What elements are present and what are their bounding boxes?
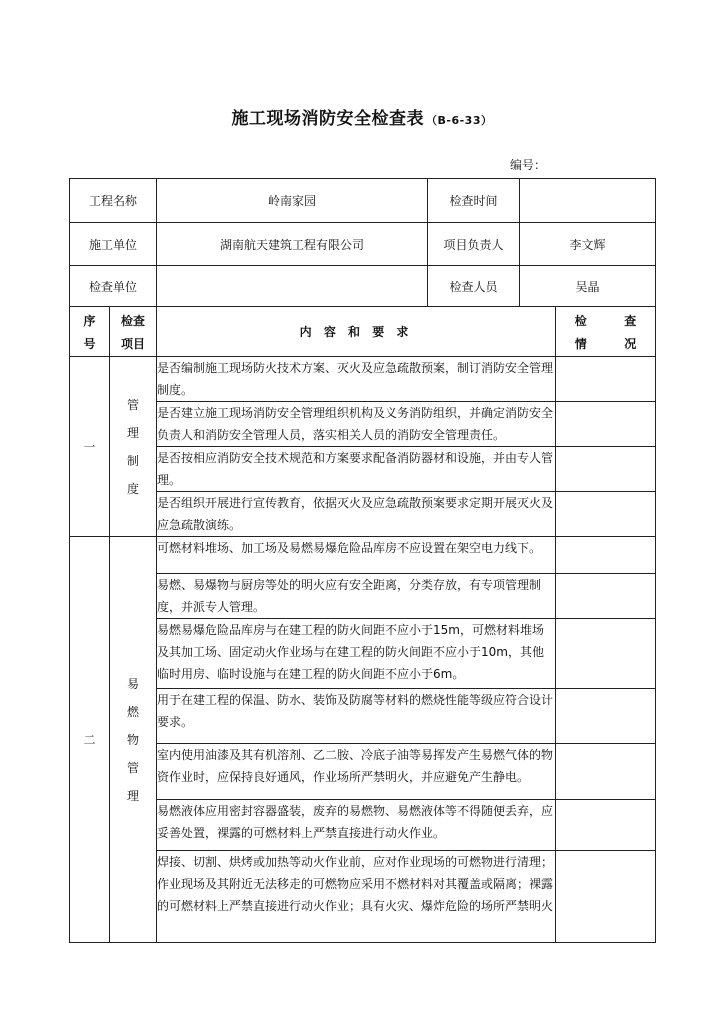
result-cell[interactable] [556, 357, 656, 402]
header-seq [70, 307, 110, 357]
table-row [70, 492, 656, 537]
section-2-category-char: 管 [127, 760, 140, 775]
section-1-category-char: 度 [127, 481, 140, 496]
inspection-form-table [69, 178, 656, 943]
info-row-project [70, 179, 656, 223]
table-row [70, 851, 656, 943]
table-row [70, 689, 656, 744]
requirement-item: 是否按相应消防安全技术规范和方案要求配备消防器材和设施，并由专人管理。 [157, 447, 556, 492]
construction-unit-label: 施工单位 [70, 223, 157, 266]
requirement-item: 是否建立施工现场消防安全管理组织机构及义务消防组织，并确定消防安全负责人和消防安全管理人员，落实相关人员的消防安全管理责任。 [157, 402, 556, 447]
header-result-a: 检 [574, 313, 587, 328]
requirement-item: 易燃、易爆物与厨房等处的明火应有安全距离，分类存放，有专项管理制度，并派专人管理。 [157, 574, 556, 619]
header-result-b: 查 [624, 313, 637, 328]
info-row-unit [70, 223, 656, 266]
inspection-unit-value [157, 266, 428, 307]
header-seq-bottom: 号 [83, 336, 96, 351]
requirement-item: 易燃液体应用密封容器盛装，废弃的易燃物、易燃液体等不得随便丢弃，应妥善处置，裸露的可燃材料上严禁直接进行动火作业。 [157, 800, 556, 851]
table-row [70, 357, 656, 402]
result-cell[interactable] [556, 619, 656, 689]
result-cell[interactable] [556, 402, 656, 447]
header-seq-top: 序 [83, 313, 96, 328]
requirement-item: 用于在建工程的保温、防水、装饰及防腐等材料的燃烧性能等级应符合设计要求。 [157, 689, 556, 744]
form-code: （B-6-33） [426, 114, 493, 127]
section-2-category-char: 燃 [127, 704, 140, 719]
requirement-item: 焊接、切割、烘烤或加热等动火作业前，应对作业现场的可燃物进行清理；作业现场及其附近无法移走的可燃物应采用不燃材料对其覆盖或隔离；裸露的可燃材料上严禁直接进行动火作业；具有火灾、爆炸危险的场所严禁明火 [157, 851, 556, 943]
form-title [0, 104, 724, 129]
section-1-category-char: 制 [127, 453, 140, 468]
result-cell[interactable] [556, 800, 656, 851]
requirement-item: 易燃易爆危险品库房与在建工程的防火间距不应小于15m，可燃材料堆场及其加工场、固定动火作业场与在建工程的防火间距不应小于10m，其他临时用房、临时设施与在建工程的防火间距不应小于6m。 [157, 619, 556, 689]
requirement-item: 是否编制施工现场防火技术方案、灭火及应急疏散预案，制订消防安全管理制度。 [157, 357, 556, 402]
inspector-label: 检查人员 [428, 266, 520, 307]
header-result-c: 情 [574, 336, 587, 351]
table-row [70, 402, 656, 447]
section-2-category-char: 理 [127, 788, 140, 803]
section-2-category [110, 537, 157, 943]
section-1-category-char: 管 [127, 397, 140, 412]
section-1-seq: 一 [70, 357, 110, 537]
form-title-text: 施工现场消防安全检查表 [231, 109, 424, 129]
section-2-category-char: 易 [127, 676, 140, 691]
header-content: 内 容 和 要 求 [157, 307, 556, 357]
table-row [70, 574, 656, 619]
table-header-row [70, 307, 656, 357]
section-2-seq: 二 [70, 537, 110, 943]
header-result [556, 307, 656, 357]
table-row [70, 619, 656, 689]
check-time-value [520, 179, 656, 223]
table-row [70, 800, 656, 851]
construction-unit-value: 湖南航天建筑工程有限公司 [157, 223, 428, 266]
document-number-label: 编号： [510, 158, 547, 172]
result-cell[interactable] [556, 744, 656, 800]
table-row [70, 744, 656, 800]
section-2-category-char: 物 [127, 732, 140, 747]
result-cell[interactable] [556, 537, 656, 574]
requirement-item: 是否组织开展进行宣传教育，依据灭火及应急疏散预案要求定期开展灭火及应急疏散演练。 [157, 492, 556, 537]
header-item [110, 307, 157, 357]
project-manager-value: 李文辉 [520, 223, 656, 266]
section-1-category [110, 357, 157, 537]
check-time-label: 检查时间 [428, 179, 520, 223]
result-cell[interactable] [556, 574, 656, 619]
info-row-inspection [70, 266, 656, 307]
project-manager-label: 项目负责人 [428, 223, 520, 266]
project-name-label: 工程名称 [70, 179, 157, 223]
project-name-value: 岭南家园 [157, 179, 428, 223]
result-cell[interactable] [556, 689, 656, 744]
result-cell[interactable] [556, 851, 656, 943]
requirement-item: 可燃材料堆场、加工场及易燃易爆危险品库房不应设置在架空电力线下。 [157, 537, 556, 574]
table-row [70, 537, 656, 574]
inspection-unit-label: 检查单位 [70, 266, 157, 307]
inspector-value: 吴晶 [520, 266, 656, 307]
table-row [70, 447, 656, 492]
requirement-item: 室内使用油漆及其有机溶剂、乙二胺、冷底子油等易挥发产生易燃气体的物资作业时，应保持良好通风，作业场所严禁明火，并应避免产生静电。 [157, 744, 556, 800]
header-item-top: 检查 [121, 313, 146, 328]
section-1-category-char: 理 [127, 425, 140, 440]
result-cell[interactable] [556, 447, 656, 492]
header-result-d: 况 [624, 336, 637, 351]
result-cell[interactable] [556, 492, 656, 537]
header-item-bottom: 项目 [121, 336, 146, 351]
